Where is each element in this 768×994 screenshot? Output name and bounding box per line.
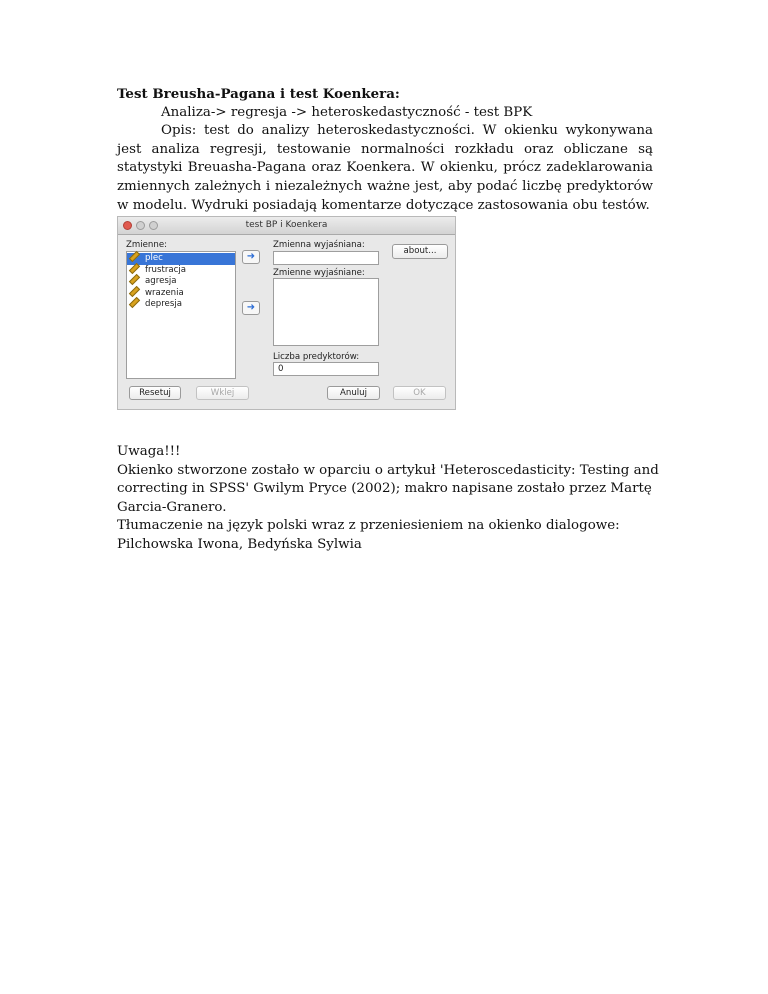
list-item[interactable]: depresja	[127, 299, 235, 311]
arrow-right-icon: ➜	[246, 302, 256, 313]
list-item[interactable]: frustracja	[127, 265, 235, 277]
pencil-icon	[129, 251, 140, 262]
move-to-independent-button[interactable]	[242, 301, 260, 315]
move-to-dependent-button[interactable]	[242, 250, 260, 264]
variables-label: Zmienne:	[126, 240, 168, 250]
variables-list[interactable]	[126, 251, 236, 379]
predictors-field[interactable]: 0	[273, 362, 379, 376]
paste-button[interactable]: Wklej	[196, 386, 249, 400]
note-title: Uwaga!!!	[117, 444, 181, 459]
ok-button[interactable]: OK	[393, 386, 446, 400]
document-body	[117, 85, 653, 215]
reset-button[interactable]: Resetuj	[129, 386, 181, 400]
note-source: Okienko stworzone zostało w oparciu o artykuł 'Heteroscedasticity: Testing and correcting in SPSS' Gwilym Pryce (2002); makro napisane zostało przez Martę Garcia-Granero.	[117, 462, 659, 515]
list-item[interactable]: wrazenia	[127, 288, 235, 300]
menu-path: Analiza-> regresja -> heteroskedastyczność - test BPK	[161, 104, 533, 120]
list-item[interactable]: plec	[127, 253, 235, 265]
pencil-icon	[129, 297, 140, 308]
pencil-icon	[129, 285, 140, 296]
arrow-right-icon: ➜	[246, 251, 256, 262]
cancel-button[interactable]: Anuluj	[327, 386, 380, 400]
predictors-label: Liczba predyktorów:	[273, 352, 360, 362]
pencil-icon	[129, 274, 140, 285]
note-translation: Tłumaczenie na język polski wraz z przeniesieniem na okienko dialogowe: Pilchowska Iwona, Bedyńska Sylwia	[117, 518, 620, 552]
dependent-variable-field[interactable]	[273, 251, 379, 265]
dialog-window	[117, 216, 456, 410]
independent-label: Zmienne wyjaśniane:	[273, 268, 365, 278]
dialog-title: test BP i Koenkera	[245, 220, 328, 230]
pencil-icon	[129, 262, 140, 273]
description-paragraph: Opis: test do analizy heteroskedastyczności. W okienku wykonywana jest analiza regresji, testowanie normalności rozkładu oraz obliczane są statystyki Breuasha-Pagana oraz Koenkera. W okienku, prócz zadeklarowania zmiennych zależnych i niezależnych ważne jest, aby podać liczbę predyktorów w modelu. Wydruki posiadają komentarze dotyczące zastosowania obu testów.	[117, 123, 653, 213]
independent-variables-list[interactable]	[273, 278, 379, 346]
list-item[interactable]: agresja	[127, 276, 235, 288]
note-section	[117, 443, 677, 555]
title-bar	[118, 217, 455, 235]
dependent-label: Zmienna wyjaśniana:	[273, 240, 365, 250]
about-button[interactable]: about...	[392, 244, 448, 259]
document-heading: Test Breusha-Pagana i test Koenkera:	[117, 86, 400, 102]
